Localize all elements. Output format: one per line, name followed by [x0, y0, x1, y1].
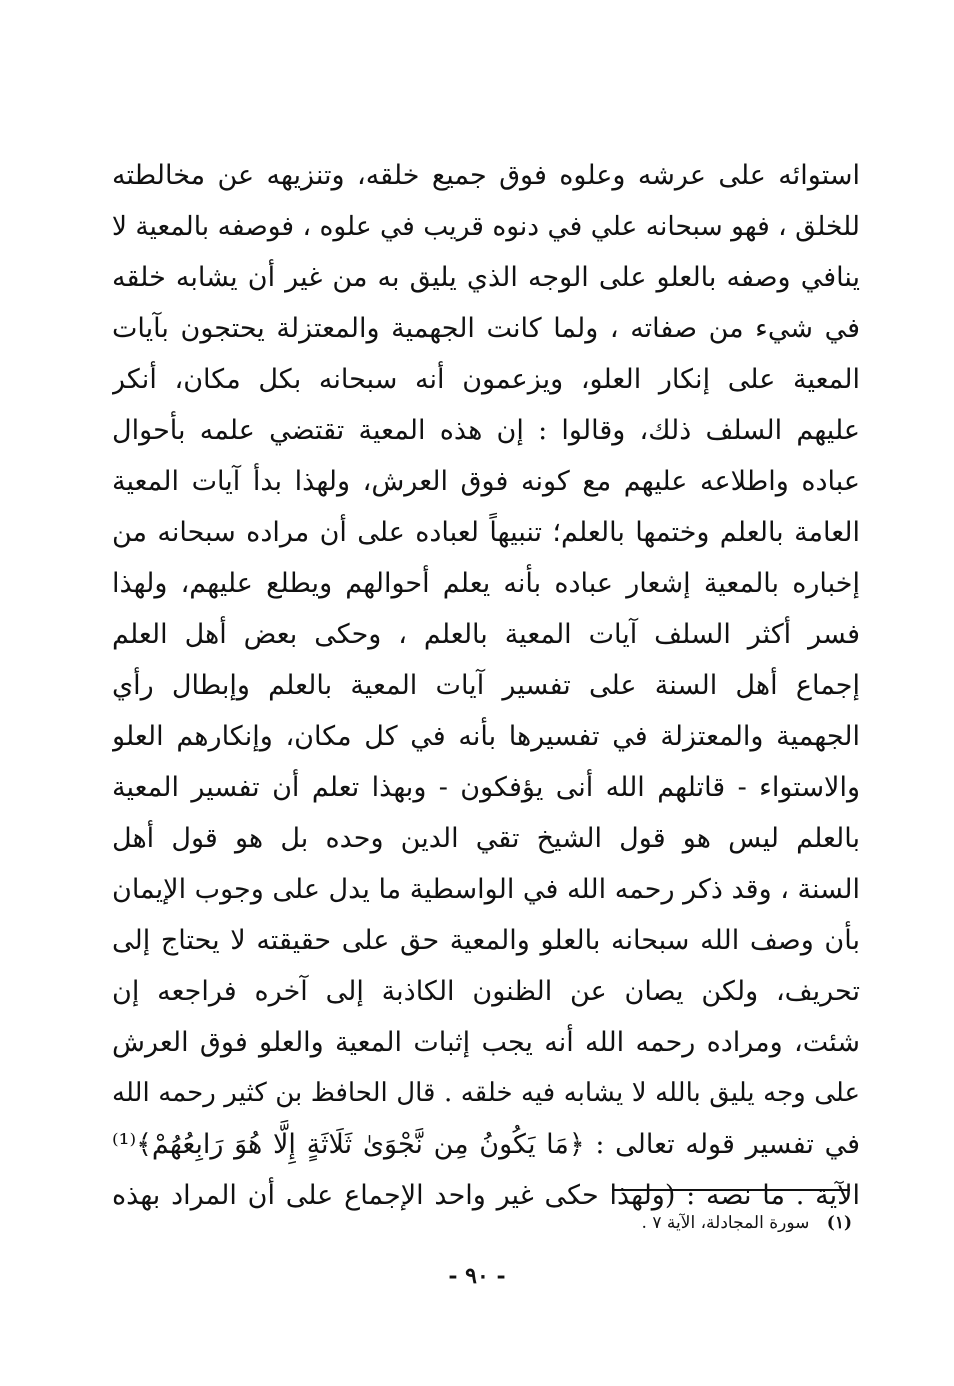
text-line: إجماع أهل السنة على تفسير آيات المعية بالعلم وإبطال رأي — [112, 670, 860, 701]
quran-verse-line: في تفسير قوله تعالى : ﴿مَا يَكُونُ مِن نَّجْوَىٰ ثَلَاثَةٍ إِلَّا هُوَ رَابِعُهُمْ﴾⁽¹⁾ — [112, 1129, 860, 1160]
text-line: الجهمية والمعتزلة في تفسيرها بأنه في كل مكان، وإنكارهم العلو — [112, 721, 860, 752]
footnote — [500, 1208, 852, 1238]
text-line: عباده واطلاعه عليهم مع كونه فوق العرش، ولهذا بدأ آيات المعية — [112, 466, 860, 497]
page-number: - ٩٠ - — [448, 1263, 506, 1289]
text-line: تحريف، ولكن يصان عن الظنون الكاذبة إلى آخره فراجعه إن — [112, 976, 860, 1007]
text-line: الآية . ما نصه : (ولهذا حكى غير واحد الإجماع على أن المراد بهذه — [112, 1180, 860, 1211]
text-line: ينافي وصفه بالعلو على الوجه الذي يليق به من غير أن يشابه خلقه — [112, 262, 860, 293]
text-line: السنة ، وقد ذكر رحمه الله في الواسطية ما يدل على وجوب الإيمان — [112, 874, 860, 905]
text-line: استوائه على عرشه وعلوه فوق جميع خلقه، وتنزيهه عن مخالطته — [112, 160, 860, 191]
text-line: إخباره بالمعية إشعار عباده بأنه يعلم أحوالهم ويطلع عليهم، ولهذا — [112, 568, 860, 599]
text-line: المعية على إنكار العلو، ويزعمون أنه سبحانه بكل مكان، أنكر — [112, 364, 860, 395]
footnote-text: سورة المجادلة، الآية ٧ . — [641, 1213, 810, 1233]
text-line: للخلق ، فهو سبحانه علي في دنوه قريب في علوه ، فوصفه بالمعية لا — [112, 211, 860, 242]
footnote-divider — [612, 1189, 850, 1191]
footnote-number: (١) — [826, 1213, 852, 1233]
text-line: العامة بالعلم وختمها بالعلم؛ تنبيهاً لعباده على أن مراده سبحانه من — [112, 517, 860, 548]
text-line: عليهم السلف ذلك، وقالوا : إن هذه المعية تقتضي علمه بأحوال — [112, 415, 860, 446]
text-line: بأن وصف الله سبحانه بالعلو والمعية حق على حقيقته لا يحتاج إلى — [112, 925, 860, 956]
text-line: بالعلم ليس هو قول الشيخ تقي الدين وحده بل هو قول أهل — [112, 823, 860, 854]
text-line: فسر أكثر السلف آيات المعية بالعلم ، وحكى بعض أهل العلم — [112, 619, 860, 650]
text-line: في شيء من صفاته ، ولما كانت الجهمية والمعتزلة يحتجون بآيات — [112, 313, 860, 344]
text-line: شئت، ومراده رحمه الله أنه يجب إثبات المعية والعلو فوق العرش — [112, 1027, 860, 1058]
text-line: على وجه يليق بالله لا يشابه فيه خلقه . قال الحافظ بن كثير رحمه الله — [112, 1078, 860, 1108]
main-text-block — [112, 150, 860, 1221]
text-line: والاستواء - قاتلهم الله أنى يؤفكون - وبهذا تعلم أن تفسير المعية — [112, 772, 860, 803]
